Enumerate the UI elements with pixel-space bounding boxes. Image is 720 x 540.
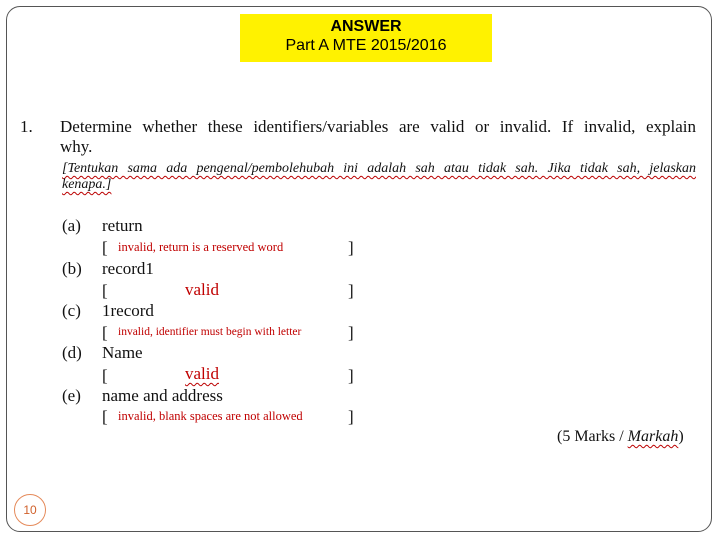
part-c-answer: invalid, identifier must begin with letter: [118, 326, 302, 338]
part-b-term: record1: [102, 259, 154, 278]
part-e-answer: invalid, blank spaces are not allowed: [118, 409, 303, 423]
part-c-bracket-open: [: [102, 323, 108, 342]
part-d-answer-text: valid: [185, 364, 219, 383]
part-b-letter: (b): [62, 259, 82, 278]
header-subtitle: Part A MTE 2015/2016: [285, 37, 447, 54]
part-d-letter: (d): [62, 343, 82, 362]
question-malay-line2: [62, 177, 111, 193]
marks-close: ): [678, 428, 684, 445]
marks-open: (5 Marks /: [557, 428, 628, 445]
part-d-bracket-open: [: [102, 366, 108, 385]
part-c-letter: (c): [62, 301, 81, 320]
part-a-answer: invalid, return is a reserved word: [118, 240, 284, 254]
marks-malay: Markah: [627, 428, 679, 445]
part-d-term: Name: [102, 343, 143, 362]
page-number-badge: [14, 494, 46, 526]
part-d-bracket-close: ]: [348, 366, 354, 385]
part-a-term: return: [102, 216, 143, 235]
part-a-bracket-open: [: [102, 238, 108, 257]
part-e-bracket-open: [: [102, 407, 108, 426]
part-b-bracket-close: ]: [348, 281, 354, 300]
malay-text-1: [Tentukan sama ada pengenal/pembolehubah ini adalah sah atau tidak sah. Jika tidak sah, jelaskan: [62, 161, 696, 176]
part-a-bracket-close: ]: [348, 238, 354, 257]
part-e-letter: (e): [62, 386, 81, 405]
part-c-term: 1record: [102, 301, 154, 320]
marks-note: [557, 428, 684, 446]
part-b-answer: valid: [185, 280, 219, 299]
page-number: 10: [23, 503, 37, 517]
answer-header: [240, 14, 492, 62]
malay-text-2: kenapa.]: [62, 177, 112, 192]
header-title: ANSWER: [330, 18, 402, 35]
question-text-line1: Determine whether these identifiers/variables are valid or invalid. If invalid, explain: [60, 117, 696, 136]
part-b-bracket-open: [: [102, 281, 108, 300]
part-d-answer: [185, 364, 219, 384]
part-e-bracket-close: ]: [348, 407, 354, 426]
part-c-bracket-close: ]: [348, 323, 354, 342]
question-malay-line1: [62, 161, 696, 177]
question-text-line2: why.: [60, 137, 93, 156]
question-number: 1.: [20, 117, 33, 136]
part-e-term: name and address: [102, 386, 223, 405]
part-a-letter: (a): [62, 216, 81, 235]
